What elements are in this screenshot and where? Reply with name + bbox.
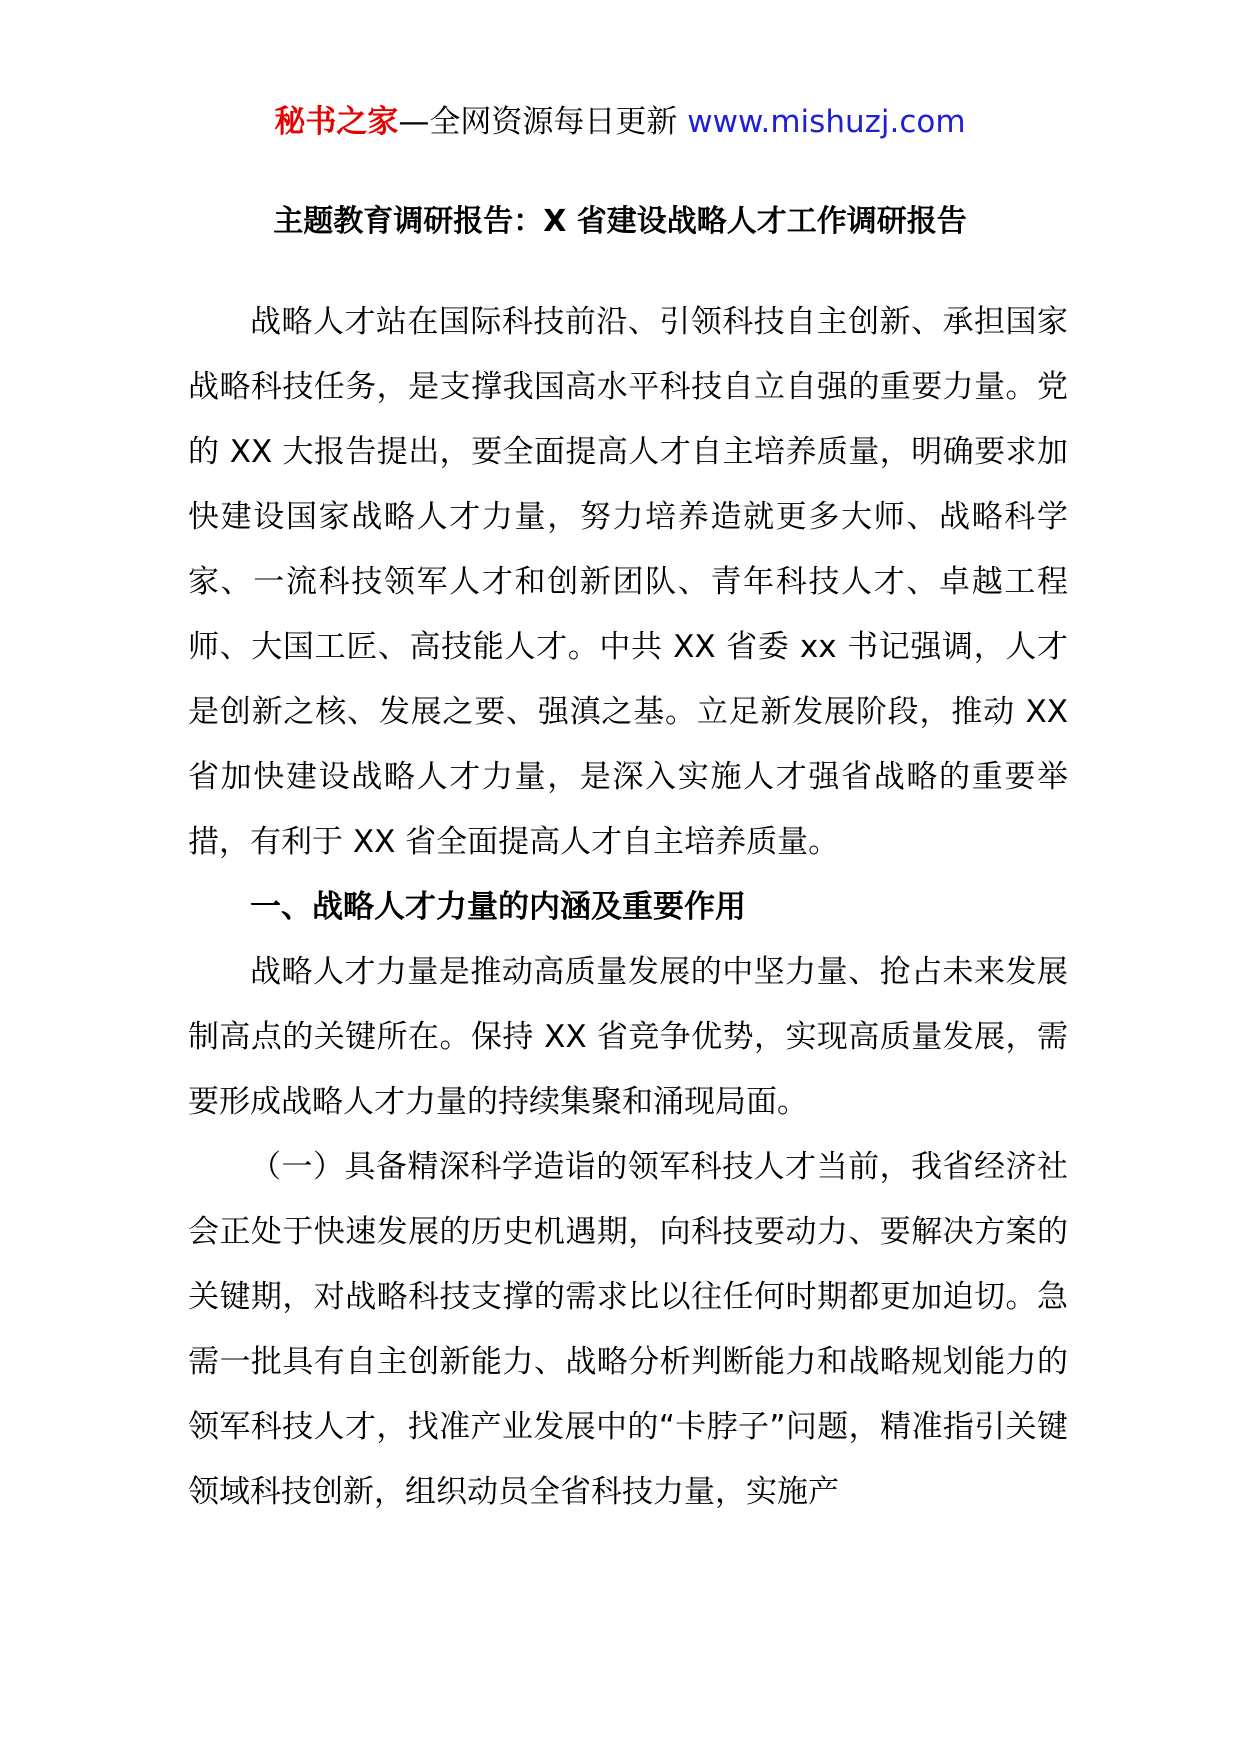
paragraph-subsection: （一）具备精深科学造诣的领军科技人才当前，我省经济社会正处于快速发展的历史机遇期，向科技要动力、要解决方案的关键期，对战略科技支撑的需求比以往任何时期都更加迫切。急需一批具有自主创新能力、战略分析判断能力和战略规划能力的领军科技人才，找准产业发展中的“卡脖子”问题，精准指引关键领域科技创新，组织动员全省科技力量，实施产 [188, 1149, 1068, 1510]
site-url: www.mishuzj.com [687, 104, 966, 140]
paragraph-intro: 战略人才站在国际科技前沿、引领科技自主创新、承担国家战略科技任务，是支撑我国高水平科技自立自强的重要力量。党的 XX 大报告提出，要全面提高人才自主培养质量，明确要求加快建设国家战略人才力量，努力培养造就更多大师、战略科学家、一流科技领军人才和创新团队、青年科技人才、卓越工程师、大国工匠、高技能人才。中共 XX 省委 xx 书记强调，人才是创新之核、发展之要、强滇之基。立足新发展阶段，推动 XX 省加快建设战略人才力量，是深入实施人才强省战略的重要举措，有利于 XX 省全面提高人才自主培养质量。 [188, 304, 1068, 860]
header-dash: — [398, 104, 430, 140]
section-heading: 一、战略人才力量的内涵及重要作用 [250, 889, 746, 925]
site-tagline: 全网资源每日更新 [429, 104, 688, 140]
document-body [188, 290, 1068, 1525]
site-header [0, 100, 1240, 144]
document-title: 主题教育调研报告：X 省建设战略人才工作调研报告 [273, 204, 967, 239]
site-name: 秘书之家 [274, 104, 399, 140]
paragraph-section-intro: 战略人才力量是推动高质量发展的中坚力量、抢占未来发展制高点的关键所在。保持 XX 省竞争优势，实现高质量发展，需要形成战略人才力量的持续集聚和涌现局面。 [188, 954, 1068, 1120]
